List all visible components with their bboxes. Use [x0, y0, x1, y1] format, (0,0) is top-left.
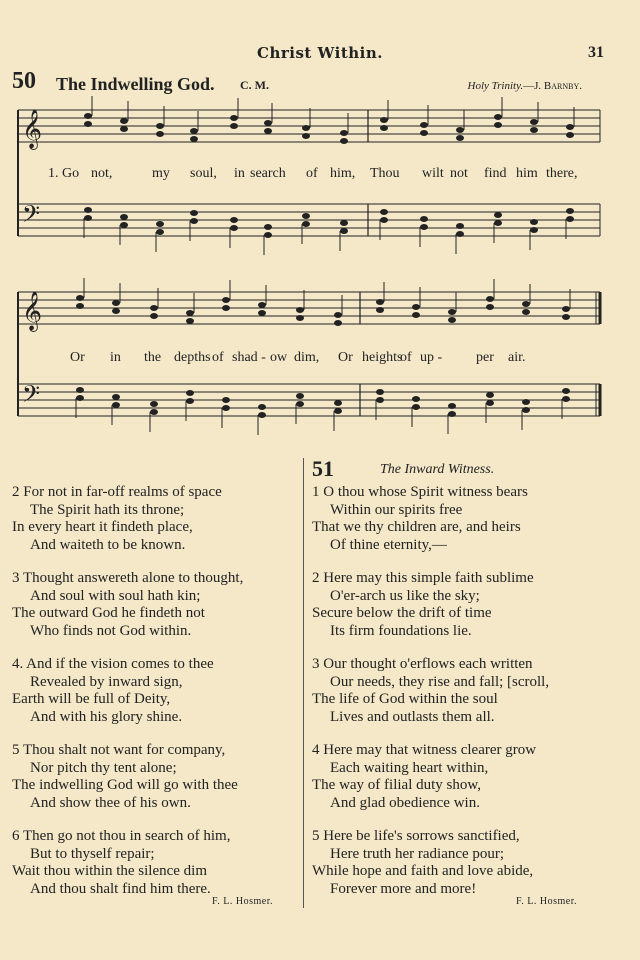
note-head: [222, 305, 230, 311]
lyric-syllable: per: [476, 350, 494, 365]
lyric-syllable: in: [234, 166, 245, 181]
note-head: [230, 123, 238, 129]
lyric-syllable: dim,: [294, 350, 320, 365]
note-head: [412, 404, 420, 410]
verse-line: That we thy children are, and heirs: [312, 519, 521, 535]
note-head: [376, 397, 384, 403]
lyric-syllable: air.: [508, 350, 526, 365]
verse-line: Revealed by inward sign,: [30, 673, 183, 690]
verse-line: 3 Thought answereth alone to thought,: [12, 570, 244, 586]
verse-line: And glad obedience win.: [330, 794, 480, 811]
lyric-syllable: of: [306, 166, 318, 181]
meter: C. M.: [240, 78, 269, 92]
verse-line: Each waiting heart within,: [330, 759, 489, 776]
hymn-number: 50: [12, 68, 36, 94]
note-head: [456, 135, 464, 141]
verse: [312, 570, 549, 640]
verse-line: While hope and faith and love abide,: [312, 863, 534, 879]
note-head: [380, 117, 388, 123]
note-head: [412, 312, 420, 318]
verse-line: Of thine eternity,—: [330, 536, 447, 553]
note-head: [412, 396, 420, 402]
composer: —J. Barnby.: [523, 80, 582, 92]
verse-line: 6 Then go not thou in search of him,: [12, 828, 231, 844]
note-head: [562, 388, 570, 394]
hymn-51-verses: [312, 484, 549, 914]
note-head: [334, 320, 342, 326]
note-head: [230, 225, 238, 231]
note-head: [296, 393, 304, 399]
note-head: [486, 304, 494, 310]
note-head: [120, 214, 128, 220]
tune-name: Holy Trinity.: [467, 80, 524, 92]
hymn-title: The Inward Witness.: [380, 462, 495, 477]
note-head: [150, 305, 158, 311]
lyric-syllable: in: [110, 350, 121, 365]
note-head: [156, 131, 164, 137]
note-head: [334, 312, 342, 318]
note-head: [562, 306, 570, 312]
note-head: [334, 408, 342, 414]
note-head: [230, 115, 238, 121]
note-head: [186, 318, 194, 324]
note-head: [258, 302, 266, 308]
note-head: [222, 297, 230, 303]
verse-line: And show thee of his own.: [30, 794, 191, 811]
verse-line: Its firm foundations lie.: [330, 622, 472, 639]
note-head: [156, 229, 164, 235]
note-head: [566, 132, 574, 138]
lyric-syllable: Thou: [370, 166, 400, 181]
note-head: [456, 127, 464, 133]
note-head: [296, 307, 304, 313]
note-head: [264, 120, 272, 126]
note-head: [420, 216, 428, 222]
verse: [312, 484, 549, 554]
note-head: [84, 121, 92, 127]
note-head: [494, 212, 502, 218]
hymn-title: The Indwelling God.: [56, 74, 215, 94]
lyric-syllable: heights: [362, 350, 403, 365]
hymn-50-verses: [12, 484, 243, 914]
verse-line: The way of filial duty show,: [312, 777, 481, 793]
note-head: [522, 399, 530, 405]
verse-line: Secure below the drift of time: [312, 605, 492, 621]
verse-line: Our needs, they rise and fall; [scroll,: [330, 673, 550, 690]
note-head: [190, 128, 198, 134]
note-head: [190, 218, 198, 224]
note-head: [112, 300, 120, 306]
note-head: [456, 231, 464, 237]
note-head: [264, 128, 272, 134]
note-head: [84, 215, 92, 221]
author-credit: F. L. Hosmer.: [516, 896, 577, 907]
note-head: [530, 127, 538, 133]
note-head: [296, 315, 304, 321]
note-head: [522, 309, 530, 315]
note-head: [448, 403, 456, 409]
note-head: [258, 404, 266, 410]
verse: [312, 828, 549, 898]
note-head: [112, 308, 120, 314]
verse-line: Wait thou within the silence dim: [12, 863, 208, 879]
note-head: [334, 400, 342, 406]
note-head: [302, 125, 310, 131]
lyric-syllable: shad -: [232, 350, 266, 365]
note-head: [76, 295, 84, 301]
note-head: [112, 394, 120, 400]
note-head: [84, 113, 92, 119]
lyric-syllable: Or: [70, 350, 85, 365]
verse-line: 3 Our thought o'erflows each written: [312, 656, 533, 672]
note-head: [302, 213, 310, 219]
note-head: [186, 390, 194, 396]
verse: [312, 656, 549, 726]
verse-line: Lives and outlasts them all.: [330, 708, 495, 725]
note-head: [494, 114, 502, 120]
note-head: [420, 224, 428, 230]
verse: [12, 570, 243, 640]
note-head: [186, 310, 194, 316]
verse: [312, 742, 549, 812]
lyric-syllable: ow: [270, 350, 288, 365]
note-head: [190, 210, 198, 216]
lyric-syllable: soul,: [190, 166, 217, 181]
note-head: [302, 133, 310, 139]
treble-clef-icon: 𝄞: [22, 111, 43, 148]
verse-line: And thou shalt find him there.: [30, 880, 211, 897]
verse-line: O'er-arch us like the sky;: [330, 587, 480, 604]
note-head: [530, 219, 538, 225]
column-divider: [303, 458, 304, 908]
verse-line: 4. And if the vision comes to thee: [12, 656, 214, 672]
note-head: [530, 119, 538, 125]
running-head: Christ Within.: [257, 44, 383, 62]
note-head: [486, 392, 494, 398]
note-head: [340, 220, 348, 226]
bass-clef-icon: 𝄢: [22, 202, 41, 233]
note-head: [376, 389, 384, 395]
verse: [12, 656, 243, 726]
lyric-syllable: not,: [91, 166, 113, 181]
note-head: [76, 395, 84, 401]
note-head: [380, 125, 388, 131]
note-head: [296, 401, 304, 407]
lyric-syllable: search: [250, 166, 286, 181]
note-head: [376, 307, 384, 313]
page-number: 31: [588, 44, 604, 61]
note-head: [156, 123, 164, 129]
verse-line: The outward God he findeth not: [12, 605, 205, 621]
note-head: [522, 301, 530, 307]
note-head: [302, 221, 310, 227]
verse-line: And waiteth to be known.: [30, 536, 186, 553]
verse-line: The Spirit hath its throne;: [30, 501, 185, 518]
note-head: [522, 407, 530, 413]
treble-clef-icon: 𝄞: [22, 293, 43, 330]
hymn-number: 51: [312, 456, 334, 481]
note-head: [190, 136, 198, 142]
lyric-syllable: of: [212, 350, 224, 365]
author-credit: F. L. Hosmer.: [212, 896, 273, 907]
verse-line: 2 For not in far-off realms of space: [12, 484, 222, 500]
note-head: [420, 122, 428, 128]
verse-line: The indwelling God will go with thee: [12, 777, 238, 793]
note-head: [222, 397, 230, 403]
verse-line: 4 Here may that witness clearer grow: [312, 742, 537, 758]
lyric-syllable: my: [152, 166, 170, 181]
note-head: [486, 400, 494, 406]
note-head: [340, 228, 348, 234]
note-head: [76, 303, 84, 309]
note-head: [376, 299, 384, 305]
verse-line: 1 O thou whose Spirit witness bears: [312, 484, 528, 500]
verse-line: And soul with soul hath kin;: [30, 587, 201, 604]
note-head: [456, 223, 464, 229]
note-head: [150, 401, 158, 407]
note-head: [76, 387, 84, 393]
music-score: [0, 0, 640, 440]
note-head: [530, 227, 538, 233]
verse-line: 2 Here may this simple faith sublime: [312, 570, 534, 586]
verse-line: Within our spirits free: [330, 501, 463, 518]
note-head: [562, 396, 570, 402]
verse-line: In every heart it findeth place,: [12, 519, 193, 535]
note-head: [112, 402, 120, 408]
note-head: [412, 304, 420, 310]
verse-line: Earth will be full of Deity,: [12, 691, 171, 707]
verse-line: But to thyself repair;: [30, 845, 155, 862]
note-head: [230, 217, 238, 223]
verse-line: And with his glory shine.: [30, 708, 183, 725]
lyric-syllable: depths: [174, 350, 211, 365]
note-head: [566, 208, 574, 214]
note-head: [222, 405, 230, 411]
note-head: [380, 209, 388, 215]
lyric-syllable: the: [144, 350, 162, 365]
note-head: [156, 221, 164, 227]
note-head: [562, 314, 570, 320]
verse: [12, 484, 243, 554]
lyric-syllable: 1. Go: [48, 166, 80, 181]
verse-line: 5 Thou shalt not want for company,: [12, 742, 226, 758]
verse-line: 5 Here be life's sorrows sanctified,: [312, 828, 520, 844]
note-head: [120, 118, 128, 124]
note-head: [264, 232, 272, 238]
lyric-syllable: find: [484, 166, 507, 181]
note-head: [494, 122, 502, 128]
lyric-syllable: him,: [330, 166, 356, 181]
note-head: [340, 130, 348, 136]
note-head: [120, 222, 128, 228]
note-head: [448, 411, 456, 417]
lyric-syllable: wilt: [422, 166, 444, 181]
verse-line: Who finds not God within.: [30, 622, 192, 639]
note-head: [84, 207, 92, 213]
note-head: [566, 124, 574, 130]
verse: [12, 742, 243, 812]
lyric-syllable: of: [400, 350, 412, 365]
verse-line: Nor pitch thy tent alone;: [30, 759, 177, 776]
lyric-syllable: not: [450, 166, 468, 181]
bass-clef-icon: 𝄢: [22, 382, 41, 413]
note-head: [340, 138, 348, 144]
lyric-syllable: there,: [546, 166, 578, 181]
lyric-syllable: Or: [338, 350, 353, 365]
note-head: [486, 296, 494, 302]
note-head: [150, 313, 158, 319]
note-head: [380, 217, 388, 223]
note-head: [258, 412, 266, 418]
note-head: [448, 317, 456, 323]
verse: [12, 828, 243, 898]
note-head: [150, 409, 158, 415]
note-head: [448, 309, 456, 315]
lyric-syllable: him: [516, 166, 538, 181]
note-head: [186, 398, 194, 404]
note-head: [420, 130, 428, 136]
verse-line: Forever more and more!: [330, 880, 477, 897]
lyric-syllable: up -: [420, 350, 443, 365]
note-head: [120, 126, 128, 132]
verse-line: Here truth her radiance pour;: [330, 845, 505, 862]
note-head: [258, 310, 266, 316]
verse-line: The life of God within the soul: [312, 691, 498, 707]
note-head: [494, 220, 502, 226]
note-head: [264, 224, 272, 230]
note-head: [566, 216, 574, 222]
